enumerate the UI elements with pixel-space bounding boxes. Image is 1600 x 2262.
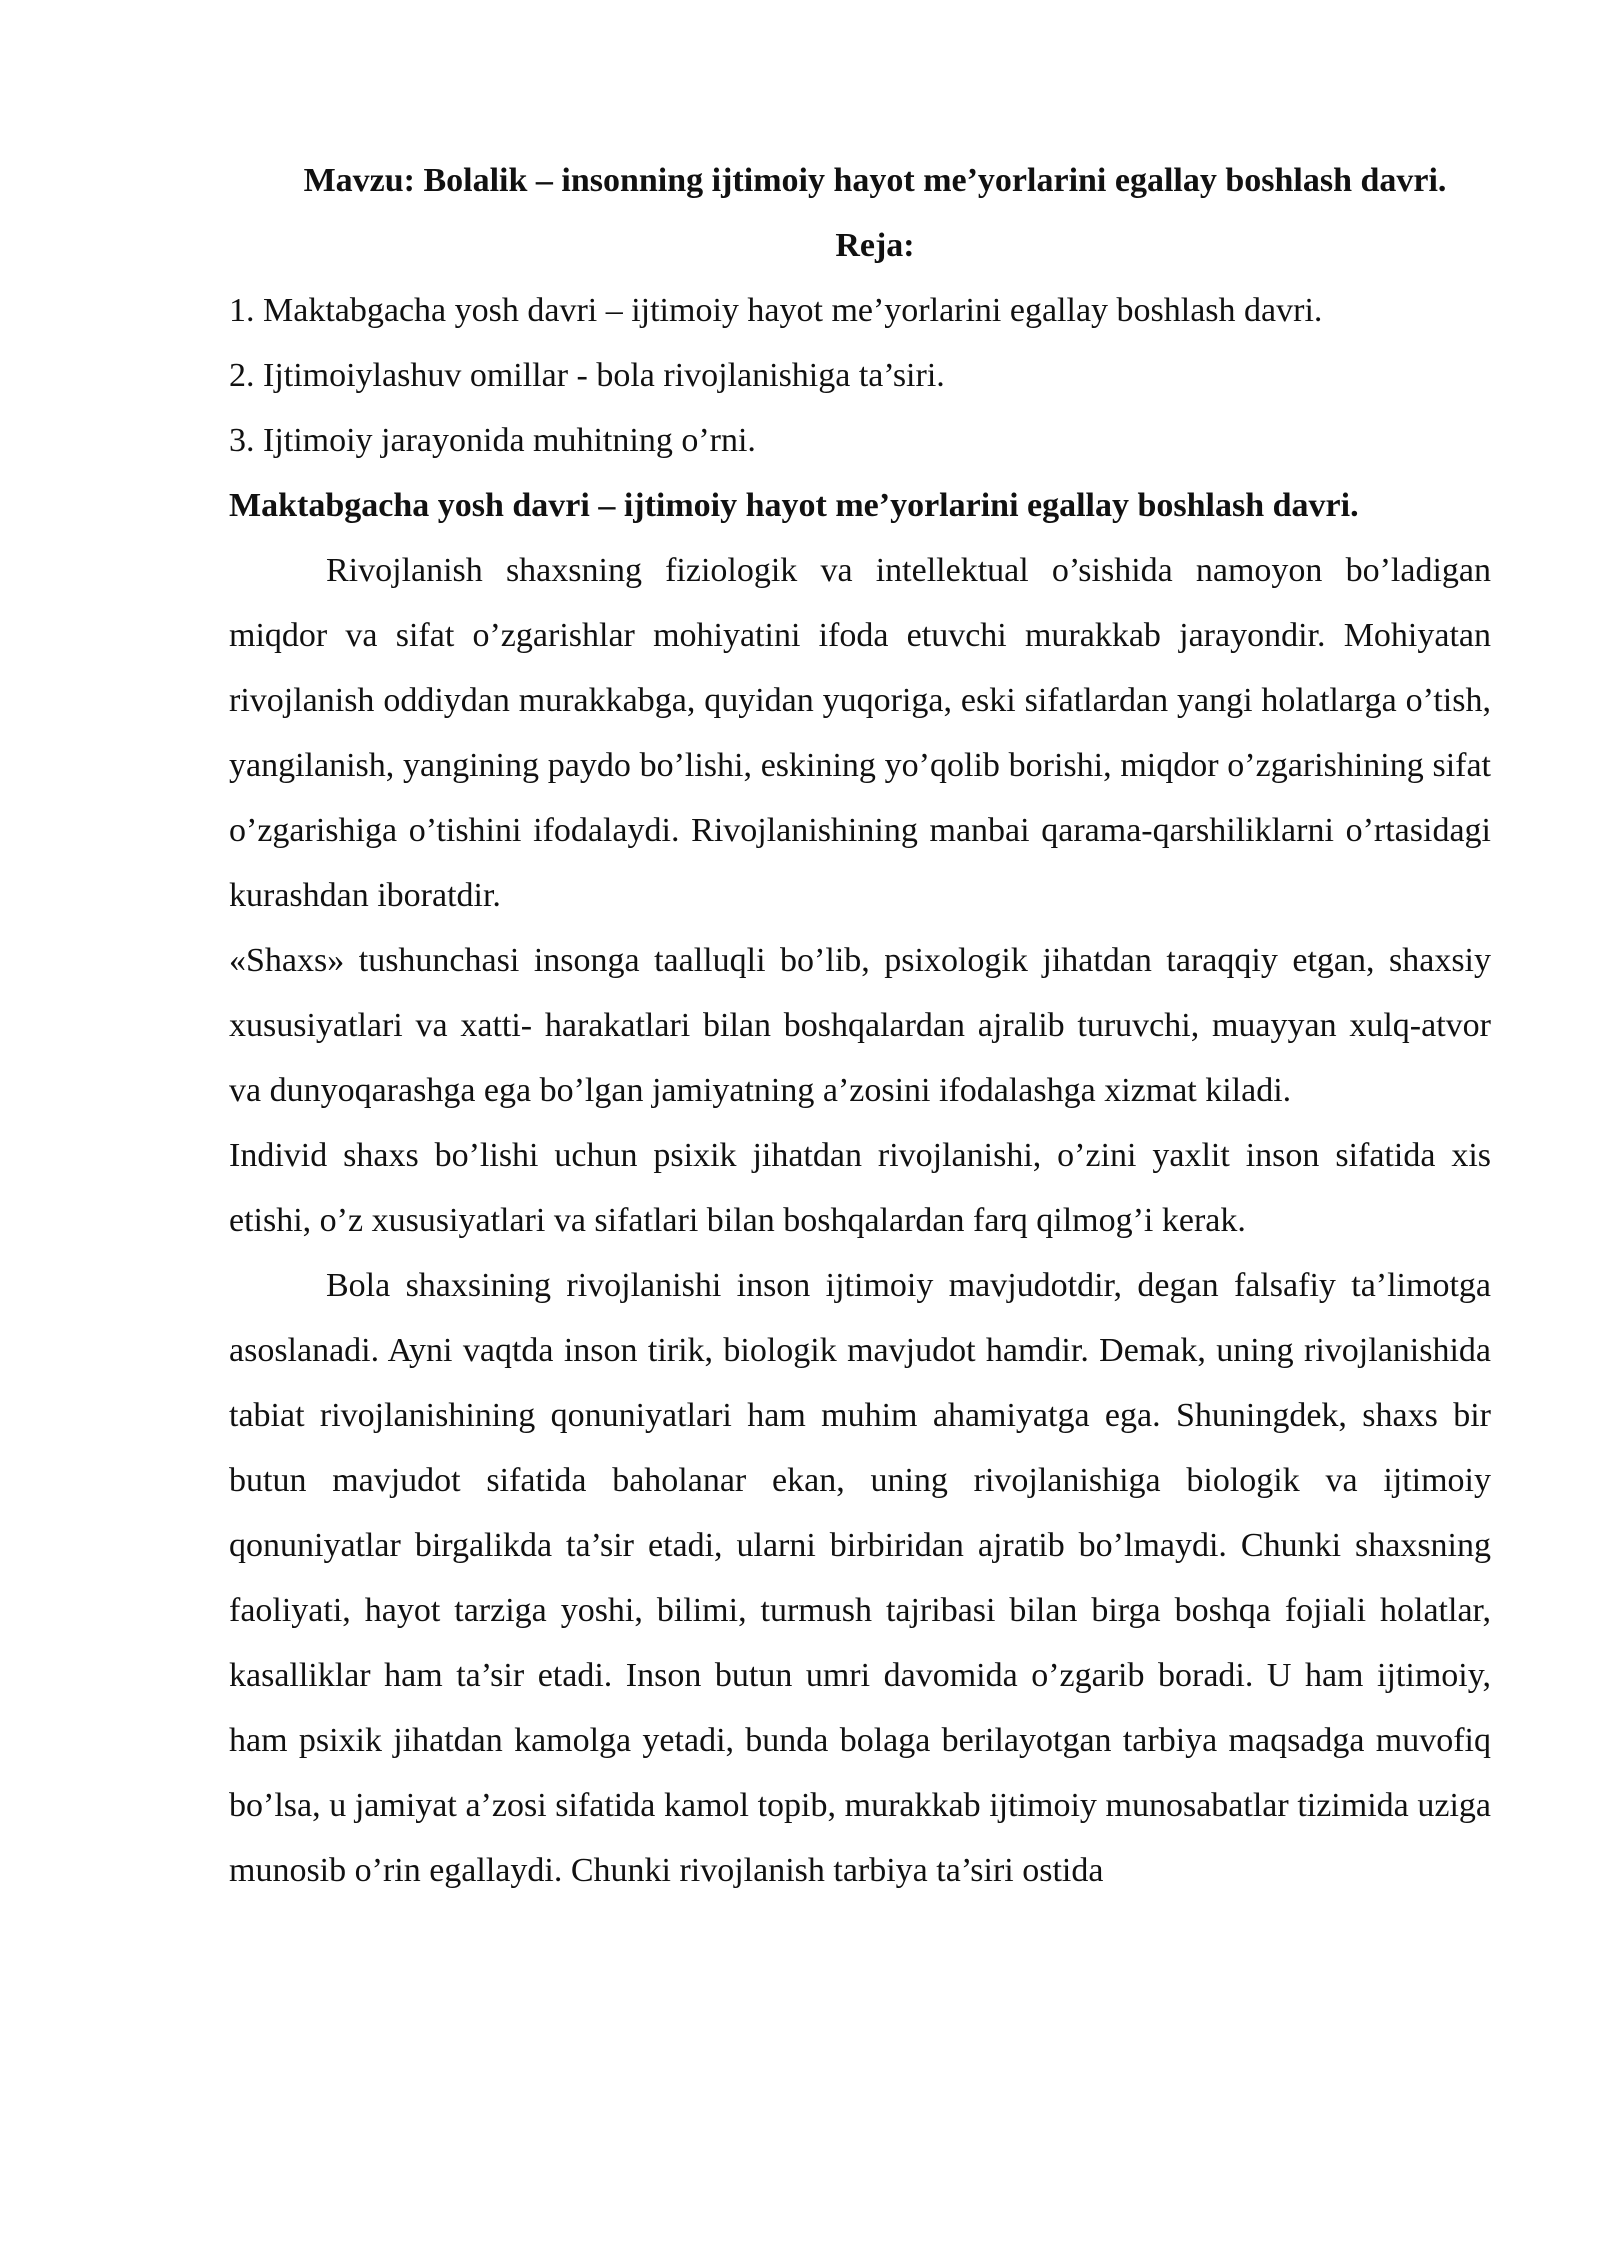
section-heading: Maktabgacha yosh davri – ijtimoiy hayot me’yorlarini egallay boshlash davri. xyxy=(229,487,1359,524)
document-page xyxy=(229,148,1491,1903)
paragraph-personality-concept: «Shaxs» tushunchasi insonga taalluqli bo’lib, psixologik jihatdan taraqqiy etgan, shaxsiy xususiyatlari va xatti- harakatlari bilan boshqalardan ajralib turuvchi, muayyan xulq-atvor va dunyoqarashga ega bo’lgan jamiyatning a’zosini ifodalashga xizmat kiladi. xyxy=(229,942,1491,1109)
plan-list xyxy=(229,278,1491,473)
paragraph-individual: Individ shaxs bo’lishi uchun psixik jihatdan rivojlanishi, o’zini yaxlit inson sifatida xis etishi, o’z xususiyatlari va sifatlari bilan boshqalardan farq qilmog’i kerak. xyxy=(229,1137,1491,1239)
plan-item-2: 2. Ijtimoiylashuv omillar - bola rivojlanishiga ta’siri. xyxy=(229,357,945,394)
plan-item-1: 1. Maktabgacha yosh davri – ijtimoiy hayot me’yorlarini egallay boshlash davri. xyxy=(229,292,1323,329)
paragraph-development: Rivojlanish shaxsning fiziologik va intellektual o’sishida namoyon bo’ladigan miqdor va sifat o’zgarishlar mohiyatini ifoda etuvchi murakkab jarayondir. Mohiyatan rivojlanish oddiydan murakkabga, quyidan yuqoriga, eski sifatlardan yangi holatlarga o’tish, yangilanish, yangining paydo bo’lishi, eskining yo’qolib borishi, miqdor o’zgarishining sifat o’zgarishiga o’tishini ifodalaydi. Rivojlanishining manbai qarama-qarshiliklarni o’rtasidagi kurashdan iboratdir. xyxy=(229,552,1491,914)
plan-item-3: 3. Ijtimoiy jarayonida muhitning o’rni. xyxy=(229,422,756,459)
plan-heading: Reja: xyxy=(835,227,915,264)
document-title: Mavzu: Bolalik – insonning ijtimoiy hayot me’yorlarini egallay boshlash davri. xyxy=(303,162,1447,199)
paragraph-child-development: Bola shaxsining rivojlanishi inson ijtimoiy mavjudotdir, degan falsafiy ta’limotga asoslanadi. Ayni vaqtda inson tirik, biologik mavjudot hamdir. Demak, uning rivojlanishida tabiat rivojlanishining qonuniyatlari ham muhim ahamiyatga ega. Shuningdek, shaxs bir butun mavjudot sifatida baholanar ekan, uning rivojlanishiga biologik va ijtimoiy qonuniyatlar birgalikda ta’sir etadi, ularni birbiridan ajratib bo’lmaydi. Chunki shaxsning faoliyati, hayot tarziga yoshi, bilimi, turmush tajribasi bilan birga boshqa fojiali holatlar, kasalliklar ham ta’sir etadi. Inson butun umri davomida o’zgarib boradi. U ham ijtimoiy, ham psixik jihatdan kamolga yetadi, bunda bolaga berilayotgan tarbiya maqsadga muvofiq bo’lsa, u jamiyat a’zosi sifatida kamol topib, murakkab ijtimoiy munosabatlar tizimida uziga munosib o’rin egallaydi. Chunki rivojlanish tarbiya ta’siri ostida xyxy=(229,1267,1491,1889)
